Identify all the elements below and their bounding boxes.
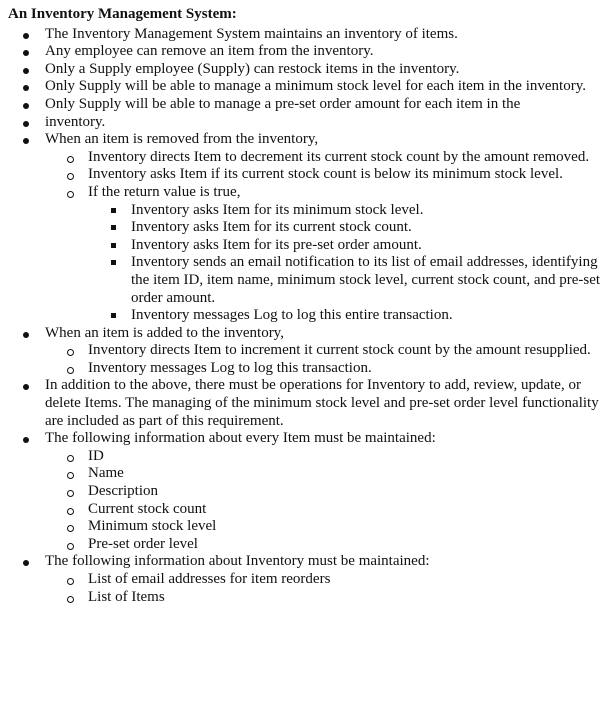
bullet-icon <box>23 68 29 74</box>
nested-list-item: Inventory asks Item for its minimum stock level. <box>88 202 601 220</box>
hollow-circle-icon <box>67 349 74 356</box>
nested-list-item: Inventory sends an email notification to its list of email addresses, identifying the item ID, item name, minimum stock level, current stock count, and pre-set order amount. <box>88 254 601 307</box>
square-bullet-icon <box>111 260 116 265</box>
square-bullet-icon <box>111 208 116 213</box>
nested-list-item: Inventory messages Log to log this entire transaction. <box>88 307 601 325</box>
sublist <box>45 571 601 606</box>
nested-list-item: Inventory asks Item for its pre-set order amount. <box>88 237 601 255</box>
bullet-icon <box>23 50 29 56</box>
list-item: Any employee can remove an item from the inventory. <box>8 43 601 61</box>
sublist <box>45 149 601 325</box>
list-item: The following information about every Item must be maintained: ID Name Description Current stock count Minimum stock level Pre-set order level <box>8 430 601 553</box>
hollow-circle-icon <box>67 156 74 163</box>
square-bullet-icon <box>111 243 116 248</box>
bullet-icon <box>23 384 29 390</box>
bullet-icon <box>23 103 29 109</box>
list-item: When an item is added to the inventory, Inventory directs Item to increment it current stock count by the amount resupplied. Inventory messages Log to log this transaction. <box>8 325 601 378</box>
list-item: inventory. <box>8 114 601 132</box>
hollow-circle-icon <box>67 596 74 603</box>
list-item: Only Supply will be able to manage a pre-set order amount for each item in the <box>8 96 601 114</box>
square-bullet-icon <box>111 225 116 230</box>
sublist-item: Minimum stock level <box>45 518 601 536</box>
hollow-circle-icon <box>67 525 74 532</box>
sublist-item: Description <box>45 483 601 501</box>
hollow-circle-icon <box>67 543 74 550</box>
sublist-item: Current stock count <box>45 501 601 519</box>
list-item: Only a Supply employee (Supply) can restock items in the inventory. <box>8 61 601 79</box>
hollow-circle-icon <box>67 578 74 585</box>
sublist-item: List of Items <box>45 589 601 607</box>
sublist-item: ID <box>45 448 601 466</box>
hollow-circle-icon <box>67 455 74 462</box>
sublist-item: If the return value is true, Inventory asks Item for its minimum stock level. Inventory asks Item for its current stock count. Inventory asks Item for its pre-set order amount. Inventory sends an email notification to its list of email addresses, identifying the item ID, item name, minimum stock level, current stock count, and pre-set order amount. Inventory messages Log to log this entire transaction. <box>45 184 601 325</box>
sublist-item: Name <box>45 465 601 483</box>
list-item: The Inventory Management System maintains an inventory of items. <box>8 26 601 44</box>
sublist-item: Inventory asks Item if its current stock count is below its minimum stock level. <box>45 166 601 184</box>
nested-sublist <box>88 202 601 325</box>
hollow-circle-icon <box>67 508 74 515</box>
requirements-list <box>8 26 601 607</box>
list-item: In addition to the above, there must be operations for Inventory to add, review, update, or delete Items. The managing of the minimum stock level and pre-set order level functionality are included as part of this requirement. <box>8 377 601 430</box>
sublist-item: Inventory directs Item to decrement its current stock count by the amount removed. <box>45 149 601 167</box>
hollow-circle-icon <box>67 191 74 198</box>
square-bullet-icon <box>111 313 116 318</box>
document-title: An Inventory Management System: <box>8 6 237 22</box>
list-item: Only Supply will be able to manage a minimum stock level for each item in the inventory. <box>8 78 601 96</box>
sublist-item: List of email addresses for item reorders <box>45 571 601 589</box>
bullet-icon <box>23 85 29 91</box>
nested-list-item: Inventory asks Item for its current stock count. <box>88 219 601 237</box>
list-item: The following information about Inventory must be maintained: List of email addresses for item reorders List of Items <box>8 553 601 606</box>
bullet-icon <box>23 560 29 566</box>
sublist <box>45 342 601 377</box>
sublist <box>45 448 601 554</box>
hollow-circle-icon <box>67 472 74 479</box>
list-item: When an item is removed from the inventory, Inventory directs Item to decrement its current stock count by the amount removed. Inventory asks Item if its current stock count is below its minimum stock level. If the return value is true, Inventory asks Item for its minimum stock level. Inventory asks Item for its current stock count. Inventory asks Item for its pre-set order amount. Inventory sends an email notification to its list of email addresses, identifying the item ID, item name, minimum stock level, current stock count, and pre-set order amount. Inventory messages Log to log this entire transaction. <box>8 131 601 325</box>
bullet-icon <box>23 332 29 338</box>
bullet-icon <box>23 437 29 443</box>
sublist-item: Inventory messages Log to log this transaction. <box>45 360 601 378</box>
sublist-item: Inventory directs Item to increment it current stock count by the amount resupplied. <box>45 342 601 360</box>
hollow-circle-icon <box>67 490 74 497</box>
bullet-icon <box>23 33 29 39</box>
hollow-circle-icon <box>67 173 74 180</box>
hollow-circle-icon <box>67 367 74 374</box>
bullet-icon <box>23 121 29 127</box>
sublist-item: Pre-set order level <box>45 536 601 554</box>
bullet-icon <box>23 138 29 144</box>
